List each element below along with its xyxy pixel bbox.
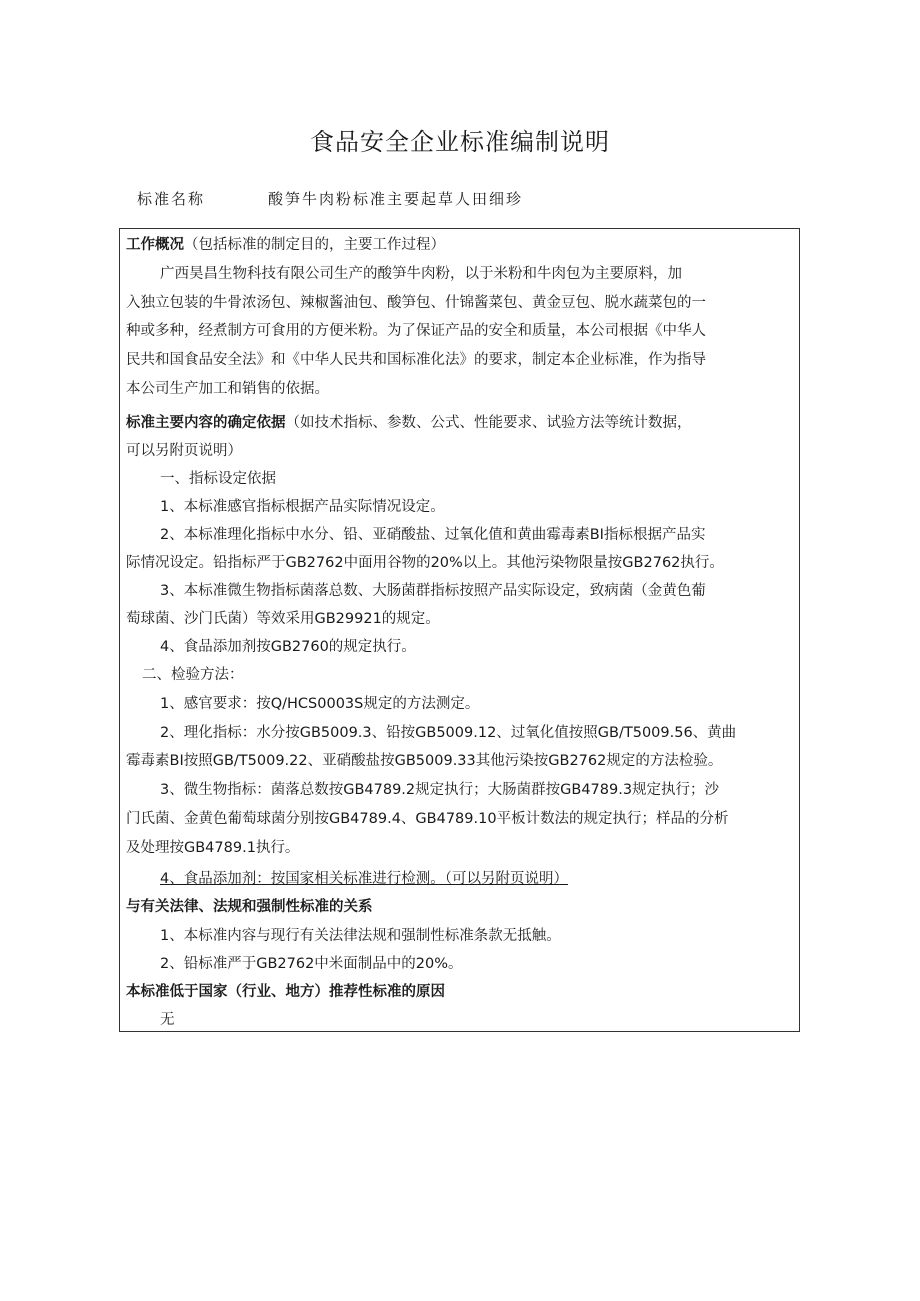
relation-line-1: 1、本标准内容与现行有关法律法规和强制性标准条款无抵触。 <box>160 928 561 944</box>
method-3b: 门氏菌、金黄色葡萄球菌分别按GB4789.4、GB4789.10平板计数法的规定执行；样品的分析 <box>126 811 729 827</box>
overview-heading-note: （包括标准的制定目的，主要工作过程） <box>184 237 445 253</box>
method-4-line <box>160 869 795 889</box>
method-1: 1、感官要求：按Q/HCS0003S规定的方法测定。 <box>160 696 480 712</box>
overview-heading: 工作概况 <box>126 237 184 253</box>
method-2a: 2、理化指标：水分按GB5009.3、铅按GB5009.12、过氧化值按照GB/T5009.56、黄曲 <box>160 725 737 741</box>
reason-heading: 本标准低于国家（行业、地方）推荐性标准的原因 <box>126 984 445 1000</box>
standard-name-label: 标准名称 <box>137 190 206 208</box>
basis-p3b: 萄球菌、沙门氏菌）等效采用GB29921的规定。 <box>126 611 440 627</box>
basis-subheading-2: 二、检验方法： <box>142 667 244 683</box>
basis-heading-note: （如技术指标、参数、公式、性能要求、试验方法等统计数据， <box>285 415 692 431</box>
overview-line-1: 广西昊昌生物科技有限公司生产的酸笋牛肉粉，以于米粉和牛肉包为主要原料，加 <box>160 266 682 282</box>
overview-line-4: 民共和国食品安全法》和《中华人民共和国标准化法》的要求，制定本企业标准，作为指导 <box>126 352 706 368</box>
reason-value: 无 <box>160 1012 175 1028</box>
basis-p1: 1、本标准感官指标根据产品实际情况设定。 <box>160 499 445 515</box>
method-3a: 3、微生物指标：菌落总数按GB4789.2规定执行；大肠菌群按GB4789.3规定执行；沙 <box>160 782 720 798</box>
relation-line-2: 2、铅标准严于GB2762中米面制品中的20%。 <box>160 956 463 972</box>
basis-heading: 标准主要内容的确定依据 <box>126 415 286 431</box>
overview-line-5: 本公司生产加工和销售的依据。 <box>126 381 329 397</box>
method-4: 4、食品添加剂：按国家相关标准进行检测。（可以另附页说明） <box>160 871 568 887</box>
method-3c: 及处理按GB4789.1执行。 <box>126 840 300 856</box>
overview-line-2: 入独立包装的牛骨浓汤包、辣椒酱油包、酸笋包、什锦酱菜包、黄金豆包、脱水蔬菜包的一 <box>126 295 706 311</box>
basis-p4: 4、食品添加剂按GB2760的规定执行。 <box>160 639 416 655</box>
basis-subheading-1: 一、指标设定依据 <box>160 471 276 487</box>
method-2b: 霉毒素BI按照GB/T5009.22、亚硝酸盐按GB5009.33其他污染按GB2762规定的方法检验。 <box>126 753 723 769</box>
basis-p2a: 2、本标准理化指标中水分、铅、亚硝酸盐、过氧化值和黄曲霉毒素BI指标根据产品实 <box>160 527 706 543</box>
page-title: 食品安全企业标准编制说明 <box>310 128 610 156</box>
standard-name-value: 酸笋牛肉粉标准主要起草人田细珍 <box>268 190 524 208</box>
basis-heading-line <box>126 413 795 433</box>
content-box <box>119 228 800 1032</box>
basis-p2b: 际情况设定。铅指标严于GB2762中面用谷物的20%以上。其他污染物限量按GB2762执行。 <box>126 555 724 571</box>
relation-heading: 与有关法律、法规和强制性标准的关系 <box>126 899 373 915</box>
basis-heading-note-2: 可以另附页说明） <box>126 443 242 459</box>
overview-heading-line <box>126 235 795 255</box>
overview-line-3: 种或多种，经煮制方可食用的方便米粉。为了保证产品的安全和质量，本公司根据《中华人 <box>126 323 706 339</box>
basis-p3a: 3、本标准微生物指标菌落总数、大肠菌群指标按照产品实际设定，致病菌（金黄色葡 <box>160 583 706 599</box>
